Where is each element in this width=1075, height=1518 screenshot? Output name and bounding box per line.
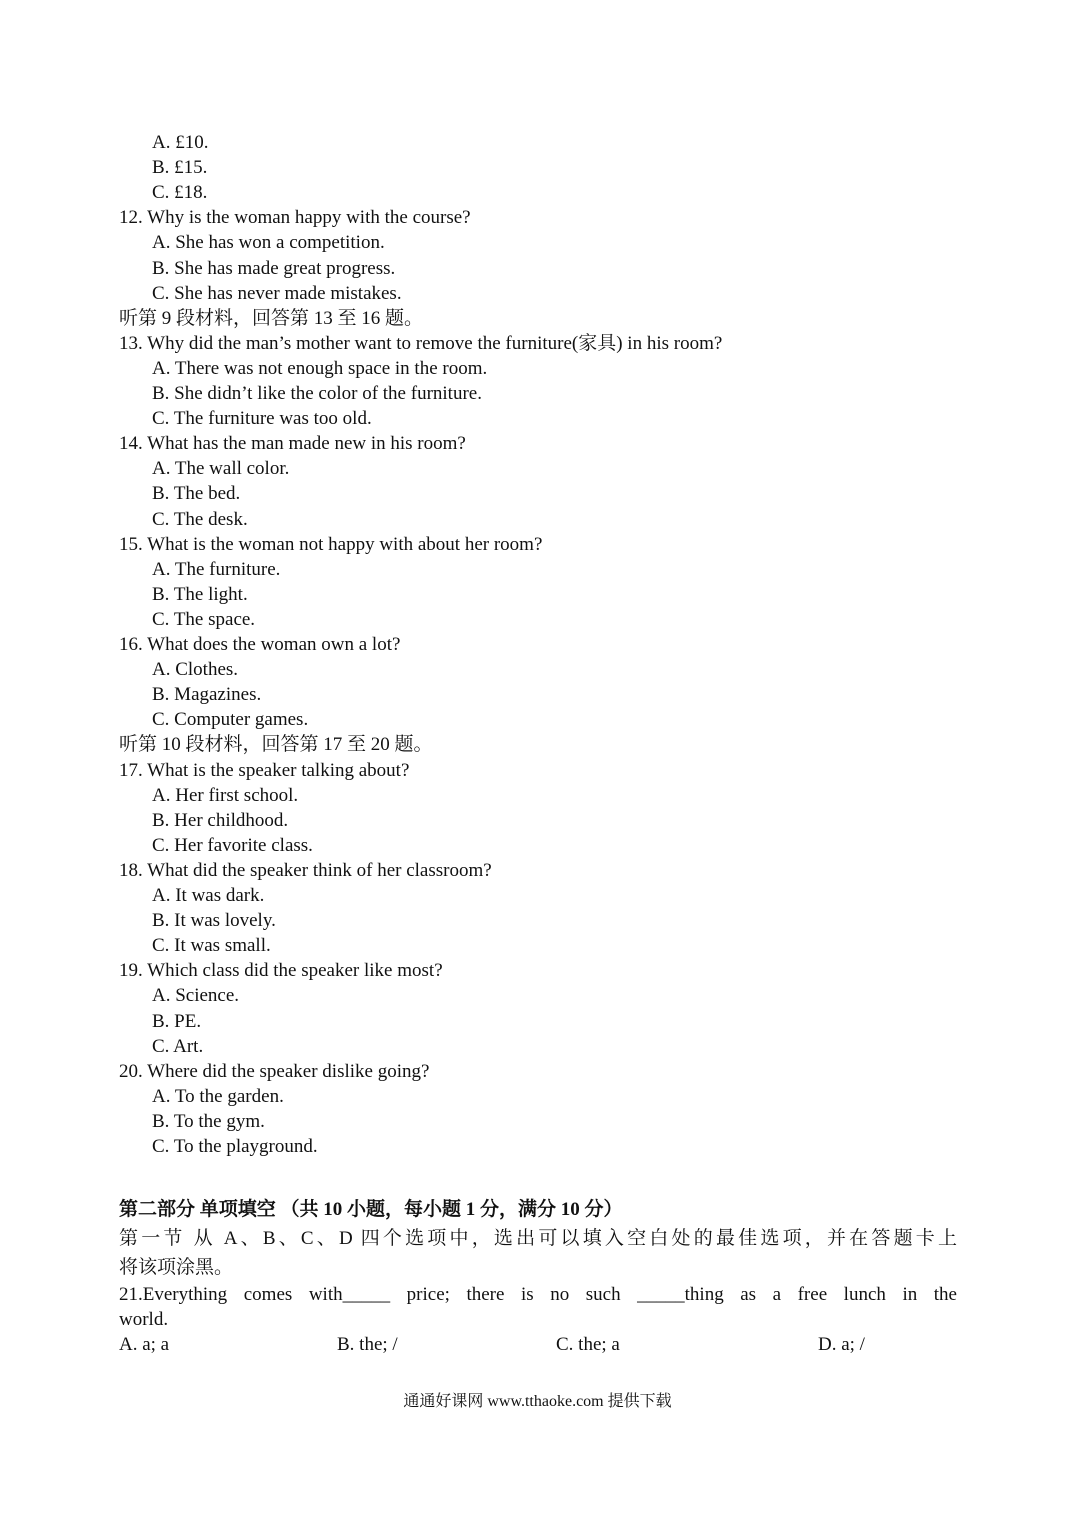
question-line: 18. What did the speaker think of her classroom? <box>119 860 492 881</box>
option-line: C. Her favorite class. <box>152 835 313 856</box>
page-footer: 通通好课网 www.tthaoke.com 提供下载 <box>403 1393 672 1410</box>
option-line: B. Magazines. <box>152 684 262 705</box>
option-line: A. Science. <box>152 985 240 1006</box>
question-line: 听第 9 段材料，回答第 13 至 16 题。 <box>119 308 424 329</box>
option-line: B. £15. <box>152 157 208 178</box>
option-line: A. To the garden. <box>152 1086 284 1107</box>
option-line: C. She has never made mistakes. <box>152 283 402 304</box>
option-line: A. The furniture. <box>152 559 281 580</box>
question-line: 19. Which class did the speaker like most? <box>119 960 443 981</box>
question-line: 15. What is the woman not happy with about her room? <box>119 534 543 555</box>
option-line: C. Art. <box>152 1036 204 1057</box>
option-line: B. The bed. <box>152 483 241 504</box>
choice-b: B. the; / <box>337 1334 398 1355</box>
option-line: B. Her childhood. <box>152 810 289 831</box>
option-line: B. To the gym. <box>152 1111 265 1132</box>
choice-c: C. the; a <box>556 1334 620 1355</box>
option-line: C. To the playground. <box>152 1136 318 1157</box>
option-line: A. £10. <box>152 132 209 153</box>
option-line: B. It was lovely. <box>152 910 276 931</box>
option-line: B. The light. <box>152 584 248 605</box>
question-line: 14. What has the man made new in his room? <box>119 433 466 454</box>
question-line: 20. Where did the speaker dislike going? <box>119 1061 430 1082</box>
option-line: B. She didn’t like the color of the furniture. <box>152 383 482 404</box>
question-line: 听第 10 段材料，回答第 17 至 20 题。 <box>119 734 433 755</box>
option-line: A. It was dark. <box>152 885 265 906</box>
part-two-instruction-cont: 将该项涂黑。 <box>119 1257 234 1278</box>
part-two-title: 第二部分 单项填空 （共 10 小题，每小题 1 分，满分 10 分） <box>119 1199 623 1220</box>
question-line: 16. What does the woman own a lot? <box>119 634 401 655</box>
question-line: 17. What is the speaker talking about? <box>119 760 410 781</box>
question-line: 13. Why did the man’s mother want to remove the furniture(家具) in his room? <box>119 333 723 354</box>
option-line: A. She has won a competition. <box>152 232 385 253</box>
option-line: C. The desk. <box>152 509 248 530</box>
part-two-instruction: 第一节 从 A、B、C、D 四个选项中，选出可以填入空白处的最佳选项，并在答题卡上 <box>119 1228 957 1249</box>
option-line: C. The furniture was too old. <box>152 408 372 429</box>
question-21-stem-cont: world. <box>119 1309 169 1330</box>
option-line: C. The space. <box>152 609 256 630</box>
option-line: A. There was not enough space in the room. <box>152 358 488 379</box>
option-line: B. She has made great progress. <box>152 258 396 279</box>
option-line: A. Her first school. <box>152 785 299 806</box>
option-line: C. It was small. <box>152 935 271 956</box>
question-line: 12. Why is the woman happy with the course? <box>119 207 471 228</box>
choice-d: D. a; / <box>818 1334 865 1355</box>
option-line: A. Clothes. <box>152 659 239 680</box>
option-line: C. £18. <box>152 182 208 203</box>
option-line: A. The wall color. <box>152 458 290 479</box>
choice-a: A. a; a <box>119 1334 170 1355</box>
option-line: B. PE. <box>152 1011 202 1032</box>
question-21-stem: 21.Everything comes with_____ price; there is no such _____thing as a free lunch in the <box>119 1284 957 1305</box>
option-line: C. Computer games. <box>152 709 309 730</box>
